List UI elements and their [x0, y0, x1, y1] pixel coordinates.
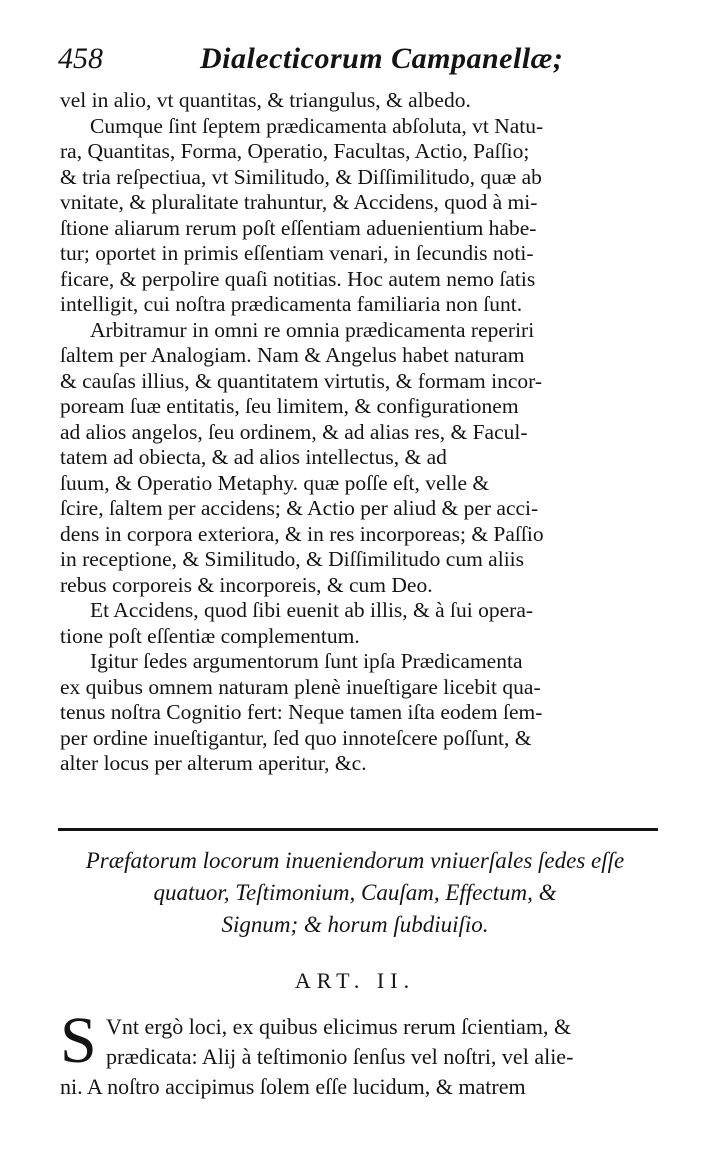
- body-line: Cumque ſint ſeptem prædicamenta abſoluta, vt Natu-: [90, 113, 544, 138]
- body-line: alter locus per alterum aperitur, &c.: [60, 751, 367, 775]
- body-line: Igitur ſedes argumentorum ſunt ipſa Prædicamenta: [90, 649, 523, 673]
- article-line: prædicata: Alij à teſtimonio ſenſus vel noſtri, vel alie-: [106, 1044, 574, 1069]
- body-line: ſcire, ſaltem per accidens; & Actio per aliud & per acci-: [60, 496, 539, 520]
- body-line: tatem ad obiecta, & ad alios intellectus, & ad: [60, 445, 447, 469]
- body-line: per ordine inueſtigantur, ſed quo innoteſcere poſſunt, &: [60, 725, 532, 750]
- body-text: [60, 88, 650, 777]
- body-line: poream ſuæ entitatis, ſeu limitem, & configurationem: [60, 394, 519, 418]
- section-heading-line: Præfatorum locorum inueniendorum vniuerſales ſedes eſſe: [85, 848, 625, 873]
- body-line: ra, Quantitas, Forma, Operatio, Facultas, Actio, Paſſio;: [60, 139, 530, 163]
- article-line: ni. A noſtro accipimus ſolem eſſe lucidum, & matrem: [60, 1074, 526, 1099]
- article-label: ART. II.: [294, 968, 416, 993]
- body-line: ex quibus omnem naturam plenè inueſtigare licebit qua-: [60, 674, 541, 699]
- running-title: Dialecticorum Campanellæ;: [200, 42, 564, 75]
- body-line: dens in corpora exteriora, & in res incorporeas; & Paſſio: [60, 521, 544, 546]
- page-number: 458: [58, 42, 103, 75]
- body-line: & cauſas illius, & quantitatem virtutis, & formam incor-: [60, 368, 543, 393]
- body-line: ſuum, & Operatio Metaphy. quæ poſſe eſt, velle &: [60, 470, 490, 495]
- drop-cap: S: [60, 1004, 97, 1077]
- page-header: [58, 42, 658, 90]
- body-line: ſaltem per Analogiam. Nam & Angelus habet naturam: [60, 343, 525, 367]
- section-divider: [58, 828, 658, 831]
- section-heading-line: quatuor, Teſtimonium, Cauſam, Effectum, &: [153, 880, 557, 905]
- body-line: Et Accidens, quod ſibi euenit ab illis, & à ſui opera-: [90, 598, 534, 622]
- body-line: tur; oportet in primis eſſentiam venari, in ſecundis noti-: [60, 241, 534, 265]
- body-line: tenus noſtra Cognitio fert: Neque tamen iſta eodem ſem-: [60, 700, 543, 724]
- body-line: ſtione aliarum rerum poſt eſſentiam aduenientium habe-: [60, 215, 537, 240]
- body-line: ad alios angelos, ſeu ordinem, & ad alias res, & Facul-: [60, 419, 528, 444]
- article-text: [60, 1004, 650, 1102]
- body-line: in receptione, & Similitudo, & Diſſimilitudo cum aliis: [60, 547, 525, 571]
- body-line: tione poſt eſſentiæ complementum.: [60, 623, 360, 648]
- body-line: & tria reſpectiua, vt Similitudo, & Diſſimilitudo, quæ ab: [60, 164, 542, 189]
- article-line: Vnt ergò loci, ex quibus elicimus rerum ſcientiam, &: [106, 1014, 572, 1039]
- body-line: vel in alio, vt quantitas, & triangulus, & albedo.: [60, 88, 471, 112]
- body-line: Arbitramur in omni re omnia prædicamenta reperiri: [90, 317, 535, 342]
- body-line: rebus corporeis & incorporeis, & cum Deo.: [60, 572, 433, 597]
- section-heading: [60, 845, 650, 941]
- body-line: intelligit, cui noſtra prædicamenta familiaria non ſunt.: [60, 292, 523, 316]
- body-line: ficare, & perpolire quaſi notitias. Hoc autem nemo ſatis: [60, 266, 536, 291]
- section-heading-line: Signum; & horum ſubdiuiſio.: [221, 912, 489, 937]
- body-line: vnitate, & pluralitate trahuntur, & Accidens, quod à mi-: [60, 190, 538, 214]
